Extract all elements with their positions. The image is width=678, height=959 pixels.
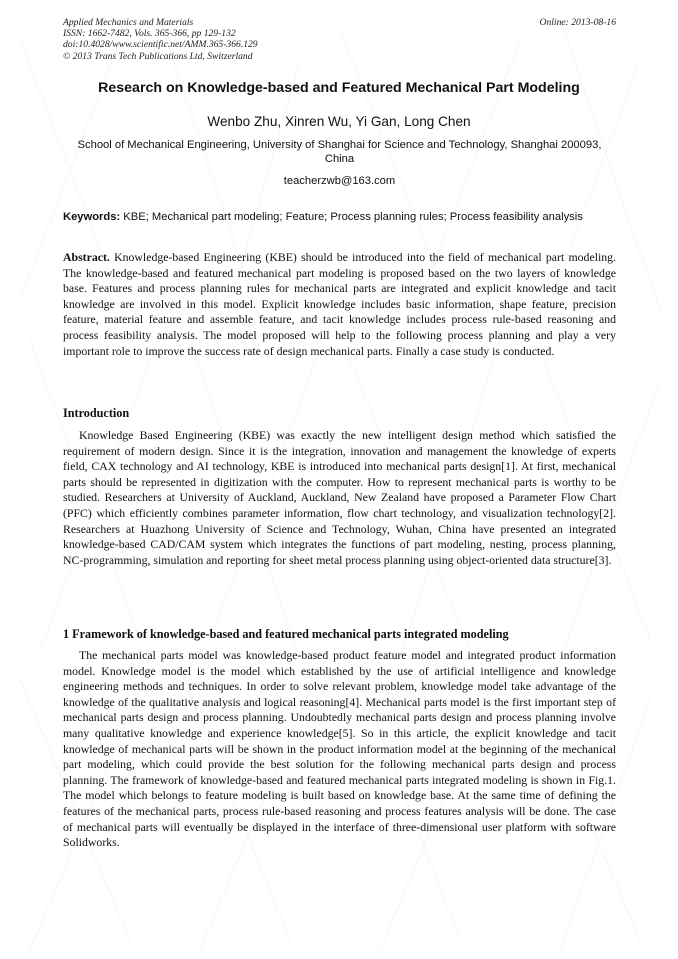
doi-line: doi:10.4028/www.scientific.net/AMM.365-366.129 bbox=[63, 39, 258, 51]
abstract-block bbox=[63, 250, 616, 359]
paper-affiliation: School of Mechanical Engineering, University of Shanghai for Science and Technology, Shanghai 200093, China bbox=[77, 139, 602, 166]
abstract-text: Knowledge-based Engineering (KBE) should be introduced into the field of mechanical part modeling. The knowledge-based and featured mechanical part modeling is proposed based on the two layers of knowledge base. Features and process planning rules for mechanical parts are integrated and explicit knowledge and tacit knowledge are involved in this model. Explicit knowledge includes basic information, shape feature, precision feature, material feature and assemble feature, and tacit knowledge includes process rule-based reasoning and process feasibility analysis. The model proposed will help to the following process planning and play a very important role to improve the success rate of design mechanical parts. Finally a case study is conducted. bbox=[63, 250, 616, 358]
keywords-label: Keywords: bbox=[63, 211, 121, 223]
section1-paragraph: The mechanical parts model was knowledge-based product feature model and integrated product information model. Knowledge model is the model which established by the use of artificial intelligence and knowledge engineering methods and techniques. In order to solve relevant problem, knowledge model take advantage of the knowledge of the qualitative analysis and logical reasoning[4]. Mechanical parts model is the first important step of mechanical parts design and process planning. Undoubtedly mechanical parts design and process planning involve many qualitative knowledge and experience knowledge[5]. So in this article, the explicit knowledge and tacit knowledge of mechanical parts will be shown in the product information model at the beginning of the mechanical part modeling, which could provide the best solution for the following mechanical parts design and process planning. The framework of knowledge-based and featured mechanical parts integrated modeling is shown in Fig.1. The model which belongs to feature modeling is built based on knowledge base. At the same time of defining the features of the mechanical parts, process rule-based reasoning and process features analysis will be done. The case of mechanical parts will eventually be displayed in the interface of three-dimensional user platform with software Solidworks. bbox=[63, 648, 616, 850]
online-date: Online: 2013-08-16 bbox=[539, 17, 616, 28]
abstract-label: Abstract. bbox=[63, 250, 110, 264]
journal-header bbox=[63, 17, 616, 62]
paper-title: Research on Knowledge-based and Featured Mechanical Part Modeling bbox=[98, 80, 580, 96]
journal-name: Applied Mechanics and Materials bbox=[63, 17, 194, 28]
keywords-text: KBE; Mechanical part modeling; Feature; Process planning rules; Process feasibility analysis bbox=[120, 211, 583, 223]
section1-heading: 1 Framework of knowledge-based and featured mechanical parts integrated modeling bbox=[63, 627, 509, 641]
issn-line: ISSN: 1662-7482, Vols. 365-366, pp 129-132 bbox=[63, 28, 236, 40]
introduction-heading: Introduction bbox=[63, 406, 130, 420]
copyright-line: © 2013 Trans Tech Publications Ltd, Switzerland bbox=[63, 50, 253, 62]
author-email: teacherzwb@163.com bbox=[283, 175, 396, 187]
introduction-paragraph: Knowledge Based Engineering (KBE) was exactly the new intelligent design method which satisfied the requirement of modern design. Since it is the integration, innovation and management the knowledge of experts field, CAX technology and AI technology, KBE is introduced into mechanical parts design[1]. At first, mechanical parts should be represented in digitization with the computer. How to represent mechanical parts is worthy to be studied. Researchers at University of Auckland, Auckland, New Zealand have proposed a Parameter Flow Chart (PFC) which efficiently combines parameter information, flow chart technology, and visualization technology[2]. Researchers at Huazhong University of Science and Technology, Wuhan, China have presented an integrated knowledge-based CAD/CAM system which integrates the functions of part modeling, nesting, process planning, NC-programming, simulation and reporting for sheet metal process planning using object-oriented data structure[3]. bbox=[63, 428, 616, 567]
keywords-block bbox=[63, 211, 616, 225]
paper-authors: Wenbo Zhu, Xinren Wu, Yi Gan, Long Chen bbox=[207, 114, 471, 129]
